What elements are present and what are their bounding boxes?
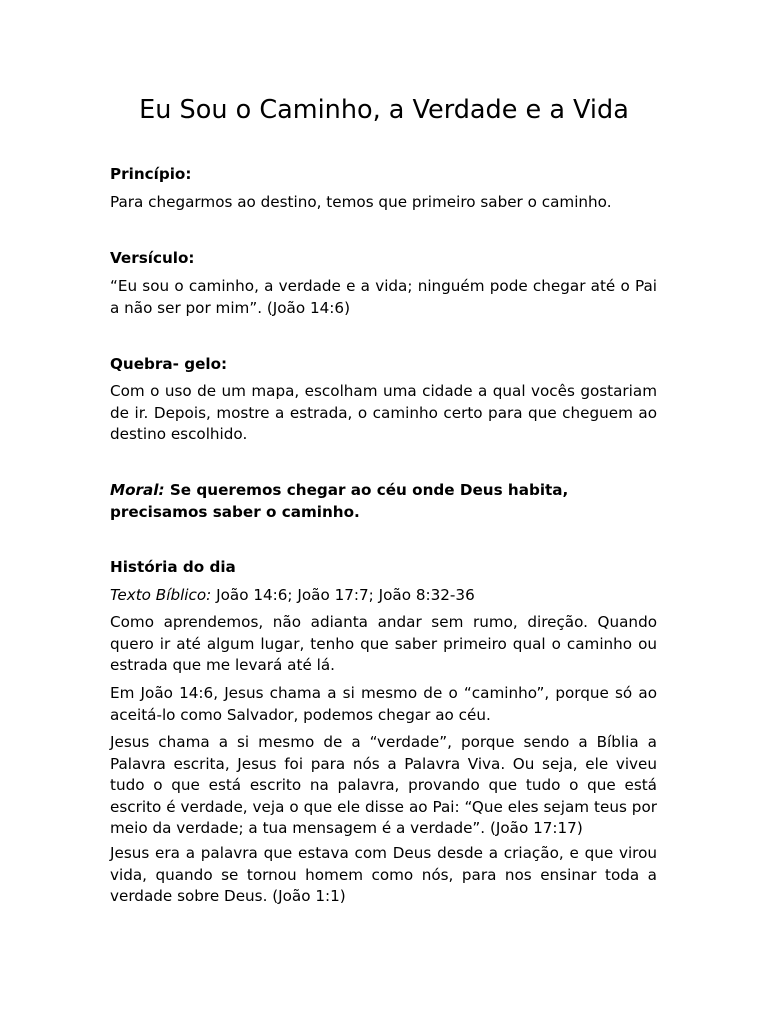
story-paragraph-4: Jesus era a palavra que estava com Deus desde a criação, e que virou vida, quando se tornou homem como nós, para nos ensinar toda a verdade sobre Deus. (João 1:1) xyxy=(110,844,657,905)
story-paragraph-2: Em João 14:6, Jesus chama a si mesmo de o “caminho”, porque só ao aceitá-lo como Salvador, podemos chegar ao céu. xyxy=(110,684,657,724)
bible-text-refs: João 14:6; João 17:7; João 8:32-36 xyxy=(211,586,475,604)
story-paragraph-1: Como aprendemos, não adianta andar sem rumo, direção. Quando quero ir até algum lugar, tenho que saber primeiro qual o caminho ou estrada que me levará até lá. xyxy=(110,613,657,674)
moral-label: Moral: xyxy=(110,481,165,499)
bible-text-line xyxy=(110,585,657,607)
principle-text: Para chegarmos ao destino, temos que primeiro saber o caminho. xyxy=(110,193,612,211)
bible-text-label: Texto Bíblico: xyxy=(110,586,212,604)
page-title: Eu Sou o Caminho, a Verdade e a Vida xyxy=(139,95,629,125)
moral-text: Se queremos chegar ao céu onde Deus habita, precisamos saber o caminho. xyxy=(110,481,569,521)
icebreaker-label: Quebra- gelo: xyxy=(110,355,228,373)
story-label: História do dia xyxy=(110,558,236,576)
story-paragraph-3: Jesus chama a si mesmo de a “verdade”, porque sendo a Bíblia a Palavra escrita, Jesus foi para nós a Palavra Viva. Ou seja, ele viveu tudo o que está escrito na palavra, provando que tudo o que está escrito é verdade, veja o que ele disse ao Pai: “Que eles sejam teus por meio da verdade; a tua mensagem é a verdade”. (João 17:17) xyxy=(110,733,657,837)
verse-text: “Eu sou o caminho, a verdade e a vida; ninguém pode chegar até o Pai a não ser por mim”. (João 14:6) xyxy=(110,277,657,317)
icebreaker-text: Com o uso de um mapa, escolham uma cidade a qual vocês gostariam de ir. Depois, mostre a estrada, o caminho certo para que cheguem ao destino escolhido. xyxy=(110,382,657,443)
verse-label: Versículo: xyxy=(110,249,195,267)
principle-label: Princípio: xyxy=(110,165,192,183)
moral-paragraph xyxy=(110,480,657,523)
